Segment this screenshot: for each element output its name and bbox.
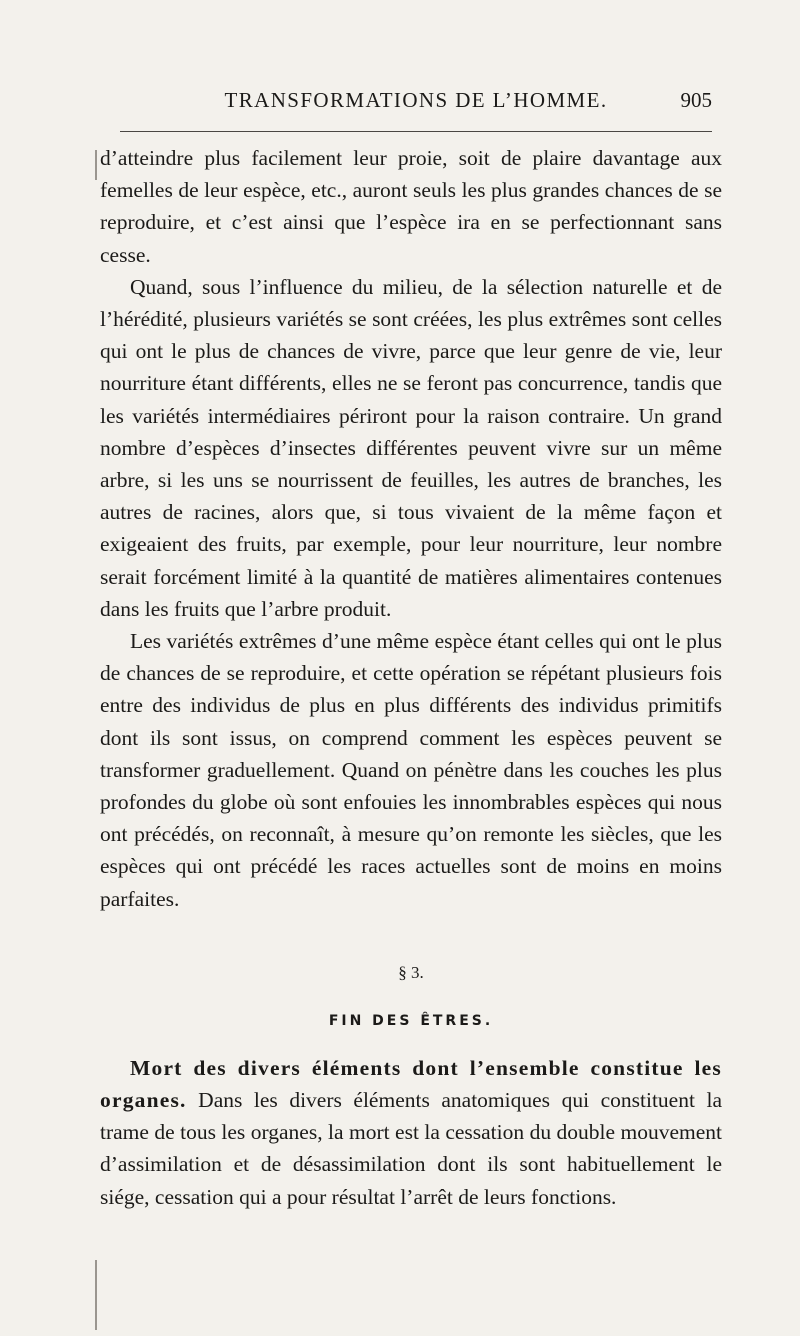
paragraph: d’atteindre plus facilement leur proie, soit de plaire davantage aux femelles de leur espèce, etc., auront seuls les plus grandes chances de se reproduire, et c’est ainsi que l’espèce ira en se perfectionnant sans cesse. — [100, 146, 722, 267]
paragraph-text: Dans les divers éléments anatomiques qui constituent la trame de tous les organes, la mort est la cessation du double mouvement d’assimilation et de désassimilation dont ils sont habituellement le siége, cessation qui a pour résultat l’arrêt de leurs fonctions. — [100, 1088, 722, 1209]
margin-gutter-mark — [95, 1260, 97, 1330]
main-text — [100, 142, 722, 1213]
running-head — [120, 86, 712, 116]
paragraph — [100, 1052, 722, 1213]
section-number: § 3. — [398, 962, 424, 982]
margin-gutter-mark — [95, 150, 97, 180]
running-title: TRANSFORMATIONS DE L’HOMME. — [224, 88, 608, 112]
paragraph-lead-heading: Mort des divers éléments dont l’ensemble constitue les organes. — [100, 1055, 722, 1113]
page-number: 905 — [680, 88, 712, 112]
header-rule — [120, 131, 712, 132]
paragraph: Quand, sous l’influence du milieu, de la sélection naturelle et de l’hérédité, plusieurs variétés se sont créées, les plus extrêmes sont celles qui ont le plus de chances de vivre, parce que leur genre de vie, leur nourriture étant différents, elles ne se feront pas concurrence, tandis que les variétés intermédiaires périront pour la raison contraire. Un grand nombre d’espèces d’insectes différentes peuvent vivre sur un même arbre, si les uns se nourrissent de feuilles, les autres de branches, les autres de racines, alors que, si tous vivaient de la même façon et exigeaient des fruits, par exemple, pour leur nourriture, leur nombre serait forcément limité à la quantité de matières alimentaires contenues dans les fruits que l’arbre produit. — [100, 274, 722, 621]
paragraph: Les variétés extrêmes d’une même espèce étant celles qui ont le plus de chances de se reproduire, et cette opération se répétant plusieurs fois entre des individus de plus en plus différents des individus primitifs dont ils sont issus, on comprend comment les espèces peuvent se transformer graduellement. Quand on pénètre dans les couches les plus profondes du globe où sont enfouies les innombrables espèces qui nous ont précédés, on reconnaît, à mesure qu’on remonte les siècles, que les espèces qui ont précédé les races actuelles sont de moins en moins parfaites. — [100, 629, 722, 911]
section-title: FIN DES ÊTRES. — [328, 1012, 494, 1029]
